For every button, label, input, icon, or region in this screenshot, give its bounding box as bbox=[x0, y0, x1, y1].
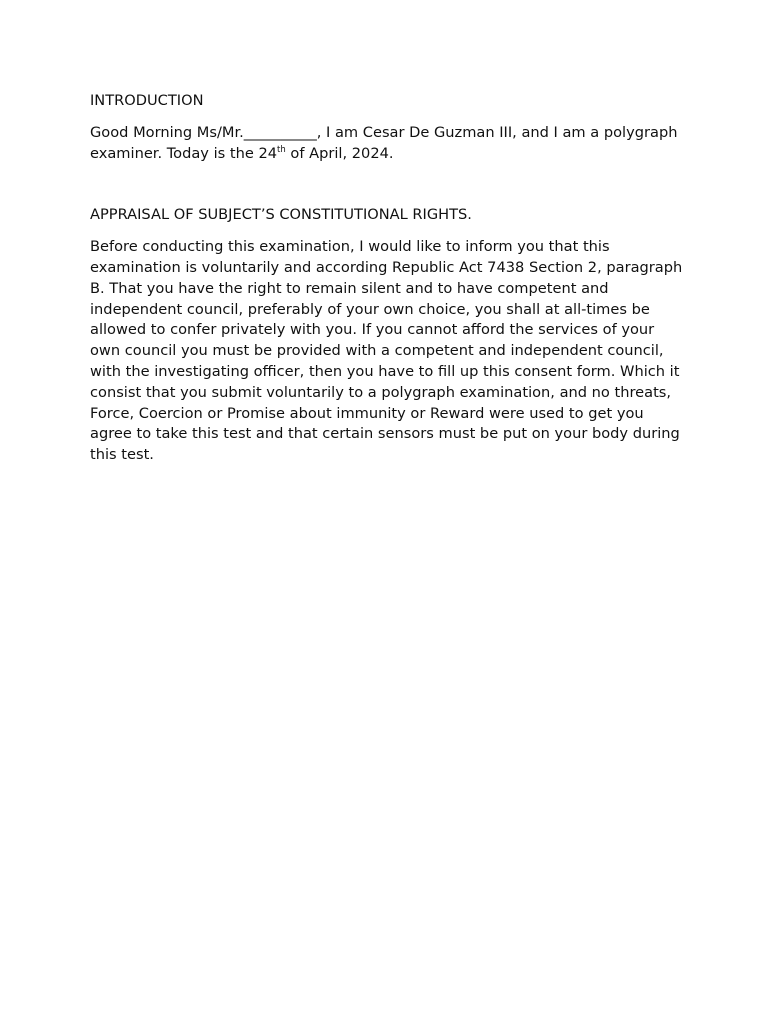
document-body bbox=[90, 91, 686, 466]
greeting-text-end: of April, 2024. bbox=[285, 144, 394, 162]
greeting-paragraph bbox=[90, 123, 686, 165]
greeting-text-start: Good Morning Ms/Mr.__________, I am Cesar De Guzman III, and I am a polygraph examiner. Today is the 24 bbox=[90, 123, 678, 162]
constitutional-rights-paragraph: Before conducting this examination, I would like to inform you that this examination is voluntarily and according Republic Act 7438 Section 2, paragraph B. That you have the right to remain silent and to have competent and independent council, preferably of your own choice, you shall at all-times be allowed to confer privately with you. If you cannot afford the services of your own council you must be provided with a competent and independent council, with the investigating officer, then you have to fill up this consent form. Which it consist that you submit voluntarily to a polygraph examination, and no threats, Force, Coercion or Promise about immunity or Reward were used to get you agree to take this test and that certain sensors must be put on your body during this test. bbox=[90, 238, 683, 464]
introduction-heading: INTRODUCTION bbox=[90, 92, 204, 109]
constitutional-rights-heading: APPRAISAL OF SUBJECT’S CONSTITUTIONAL RIGHTS. bbox=[90, 206, 472, 224]
date-ordinal-suffix: th bbox=[277, 144, 286, 155]
